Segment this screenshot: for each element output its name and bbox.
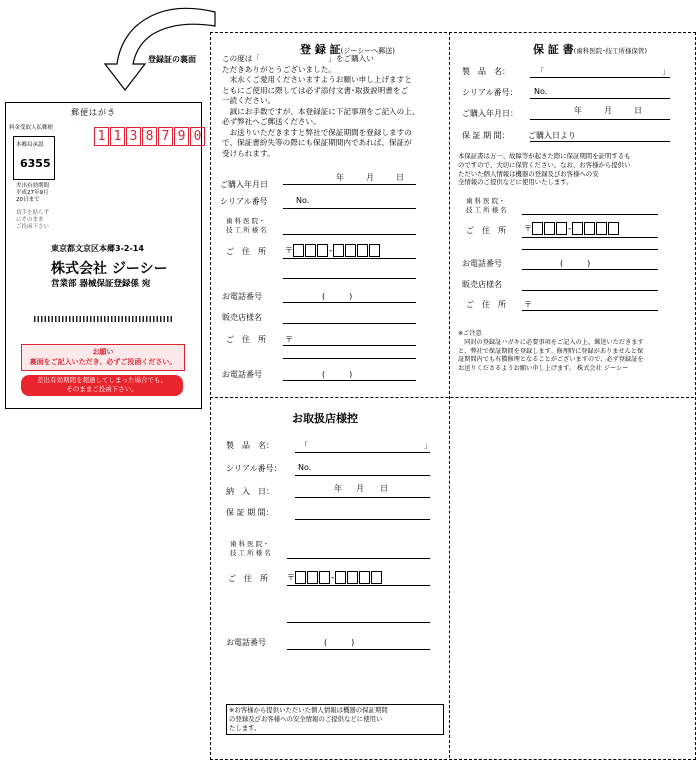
reg-month: 月 — [366, 173, 374, 182]
dc-serial-label: シリアル番号： — [226, 464, 282, 473]
dc-period-label: 保 証 期 間： — [226, 508, 274, 517]
vertical-divider — [449, 32, 450, 758]
reg-year: 年 — [336, 173, 344, 182]
arrow-label: 登録証の裏面 — [148, 55, 196, 64]
reg-address-field-1[interactable] — [283, 258, 416, 259]
reg-zip-boxes[interactable]: 〒 - — [285, 244, 380, 257]
request-body: 裏面をご記入いただき、必ずご投函ください。 — [29, 358, 177, 366]
war-phone-label: お電話番号 — [462, 259, 502, 268]
war-period-label: 保 証 期 間： — [462, 131, 510, 140]
war-dealer-address-label: ご 住 所 — [466, 300, 506, 309]
reg-phone-label: お電話番号 — [222, 292, 262, 301]
reg-purchase-date-field[interactable] — [283, 184, 416, 185]
dc-zip-boxes[interactable]: 〒 - — [287, 571, 382, 584]
reg-dealer-label: 販売店様名 — [222, 313, 262, 322]
zip-code: 1 1 3 8 7 9 0 — [94, 125, 206, 146]
reg-dealer-address-label: ご 住 所 — [226, 335, 266, 344]
dc-clinic-field[interactable] — [287, 558, 430, 559]
dc-clinic-label: 歯 科 医 院 ･ 技 工 所 様 名 — [230, 540, 271, 557]
war-serial-no: No. — [534, 87, 548, 96]
registration-title: 登 録 証(ジーシーへ郵送) — [300, 43, 395, 56]
war-phone-field[interactable] — [522, 269, 658, 270]
war-year: 年 — [574, 106, 582, 115]
reg-clinic-label: 歯 科 医 院 ･ 技 工 所 様 名 — [226, 217, 267, 234]
curved-arrow-icon — [95, 2, 220, 97]
reg-serial-no: No. — [296, 196, 310, 205]
dc-address-label: ご 住 所 — [228, 574, 268, 583]
permit-box — [13, 136, 55, 180]
war-day: 日 — [634, 106, 642, 115]
postcard — [5, 102, 202, 409]
reg-serial-field[interactable] — [283, 208, 416, 209]
dc-day: 日 — [380, 484, 388, 493]
war-product-field[interactable] — [530, 77, 670, 78]
war-purchase-field[interactable] — [530, 119, 670, 120]
reg-dealer-zip: 〒 — [285, 335, 293, 344]
war-clinic-field[interactable] — [522, 214, 658, 215]
war-purchase-label: ご購入年月日： — [462, 109, 518, 118]
reg-dealer-phone-paren: ( ) — [322, 370, 353, 379]
postal-barcode — [34, 316, 174, 322]
permit-head: 料金受取人払郵便 — [9, 125, 54, 131]
reg-dealer-address-field-1[interactable] — [283, 345, 416, 346]
dc-month: 月 — [356, 484, 364, 493]
postcard-title: 郵便はがき — [71, 108, 116, 117]
recipient-company: 株式会社 ジーシー — [51, 261, 168, 277]
war-serial-field[interactable] — [530, 98, 670, 99]
reg-day: 日 — [396, 173, 404, 182]
dc-bracket-close: 」 — [424, 441, 432, 450]
war-clinic-label: 歯 科 医 院 ･ 技 工 所 様 名 — [466, 197, 507, 214]
dc-serial-no: No. — [298, 463, 312, 472]
war-dealer-address-field[interactable] — [522, 310, 658, 311]
war-period-value: ご購入日より — [528, 131, 576, 140]
dc-bracket-open: 「 — [300, 441, 308, 450]
horizontal-divider — [210, 397, 694, 398]
permit-number: 6355 — [20, 157, 51, 170]
war-dealer-field[interactable] — [522, 290, 658, 291]
reg-serial-label: シリアル番号 — [220, 197, 268, 206]
dc-address-field-2[interactable] — [287, 622, 430, 623]
stamp-note: 切手を貼らず にそのまま ご投函下さい — [16, 210, 50, 230]
war-address-field-2[interactable] — [522, 249, 658, 250]
reg-dealer-phone-field[interactable] — [283, 380, 416, 381]
request-title: お願い — [92, 348, 114, 356]
war-address-field-1[interactable] — [522, 237, 658, 238]
post-office: 本郷局承認 — [16, 142, 44, 148]
reg-phone-paren: ( ) — [322, 292, 353, 301]
dc-serial-field[interactable] — [295, 475, 430, 476]
reg-address-label: ご 住 所 — [226, 247, 266, 256]
war-serial-label: シリアル番号： — [462, 88, 518, 97]
dc-delivery-field[interactable] — [295, 497, 430, 498]
war-dealer-zip: 〒 — [524, 300, 532, 309]
reg-address-field-2[interactable] — [283, 278, 416, 279]
war-caution: ※ご注意 同封の登録証ハガキに必要事項をご記入の上、郵送いただきます と、弊社で保証期間を登録します。修理時に登録がありませんと保 証期間内でも有償修理となることがございますので、必ず登録証を お送りくださるようお願い申し上げます。 株式会社 ジーシー — [458, 330, 644, 373]
war-notice: 本保証書は万一、故障等が起きた際に保証期間を証明するも のですので、大切に保管ください。なお、お客様から提供い ただいた個人情報は機器の登録及びお客様への安 全情報のご提供などに使用いたします。 — [458, 152, 631, 187]
dc-product-field[interactable] — [295, 452, 430, 453]
registration-intro: この度は「 」をご購入い ただきありがとうございました。 末永くご愛用くださいますようお願い申し上げますと ともにご使用に際しては必ず添付文書･取扱説明書をご 一読ください。 誠にお手数ですが、本登録証に下記事項をご記入の上、 必ず弊社へご郵送ください。 お送りいただきますと弊社で保証期間を登録しますの で、保証書紛失等の際にも保証期間内であれば、保証が 受けられます。 — [222, 54, 420, 158]
war-month: 月 — [604, 106, 612, 115]
dc-address-field-1[interactable] — [287, 585, 430, 586]
dc-delivery-label: 納 入 日： — [226, 487, 274, 496]
dc-phone-paren: ( ) — [324, 638, 355, 647]
war-zip-boxes[interactable]: 〒 - — [524, 222, 619, 235]
war-period-field[interactable] — [530, 141, 670, 142]
warranty-title: 保 証 書(歯科医院･技工所様保管) — [533, 43, 647, 56]
recipient-dept: 営業部 器械保証登録係 宛 — [51, 279, 151, 289]
recipient-address: 東京都文京区本郷3-2-14 — [51, 244, 144, 253]
dc-phone-label: お電話番号 — [226, 638, 266, 647]
war-product-label: 製 品 名： — [462, 67, 510, 76]
dc-period-field[interactable] — [295, 519, 430, 520]
request-box — [21, 344, 185, 371]
dc-phone-field[interactable] — [287, 649, 430, 650]
reg-purchase-date-label: ご購入年月日 — [220, 180, 268, 189]
dealer-copy-title: お取扱店様控 — [292, 412, 358, 425]
war-dealer-label: 販売店様名 — [462, 280, 502, 289]
dc-product-label: 製 品 名： — [226, 441, 274, 450]
dc-year: 年 — [334, 484, 342, 493]
reg-dealer-address-field-2[interactable] — [283, 358, 416, 359]
war-bracket-close: 」 — [662, 67, 670, 76]
reg-dealer-field[interactable] — [283, 323, 416, 324]
reg-phone-field[interactable] — [283, 302, 416, 303]
expiry: 差出有効期間 平成27年9月 20日まで — [16, 183, 50, 203]
war-address-label: ご 住 所 — [466, 226, 506, 235]
war-phone-paren: ( ) — [560, 259, 591, 268]
reg-dealer-phone-label: お電話番号 — [222, 370, 262, 379]
dc-privacy-note: ※お客様から提供いただいた個人情報は機器の保証期間 の登録及びお客様への安全情報のご提供などに使用い たします。 — [226, 704, 444, 735]
reg-clinic-field[interactable] — [283, 234, 416, 235]
expired-note: 差出有効期間を超過してしまった場合でも、 そのままご投函下さい。 — [21, 375, 183, 396]
war-bracket-open: 「 — [536, 67, 544, 76]
